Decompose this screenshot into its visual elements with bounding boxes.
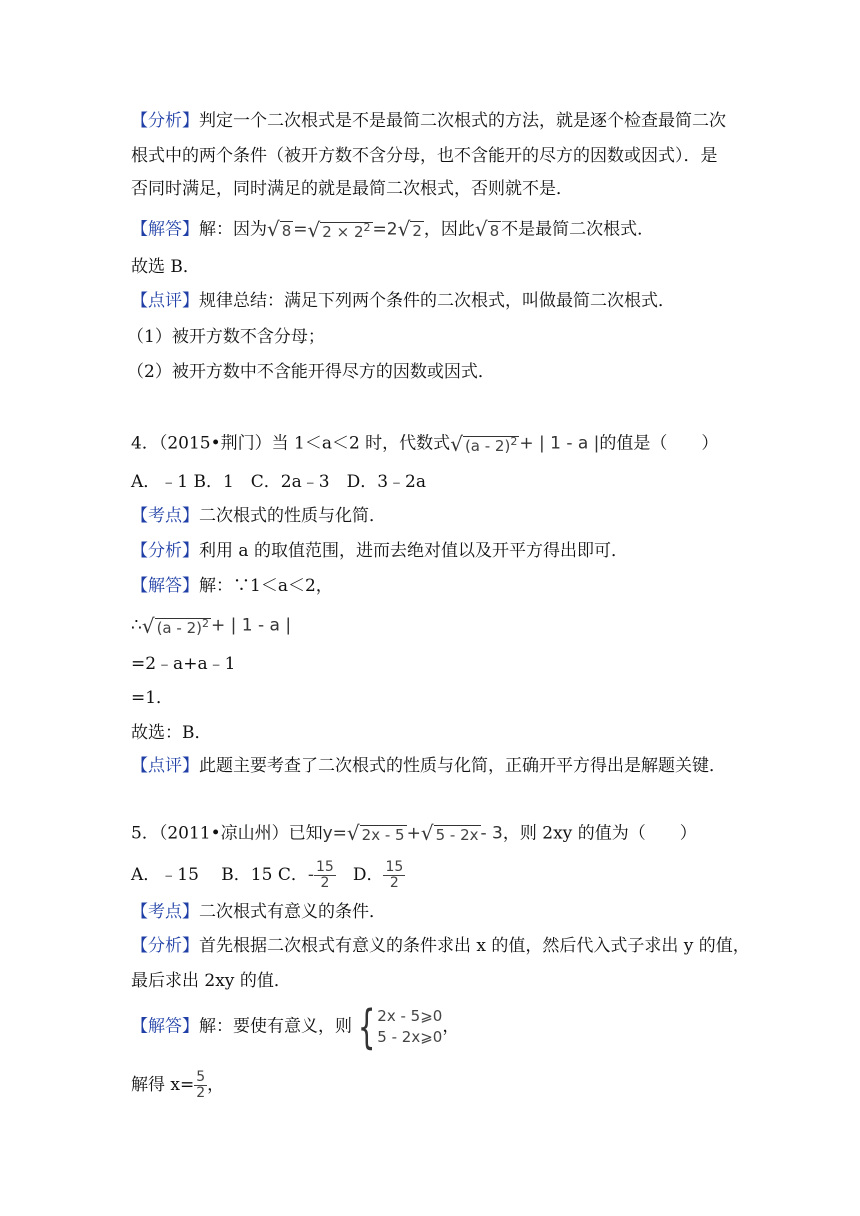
point-tag: 【考点】 (131, 506, 199, 526)
q4-step-2: =2﹣a+a﹣1 (131, 654, 236, 674)
answer-tag: 【解答】 (131, 219, 199, 240)
q5-stem (131, 821, 697, 847)
p3-choose: 故选 B． (131, 257, 200, 277)
q5-opt-c-sign: - (307, 865, 314, 885)
q4-step-3: =1． (131, 688, 174, 708)
answer-text: 解：∵1＜a＜2， (199, 576, 333, 596)
q5-minus-3: - 3 (480, 823, 503, 844)
solve-frac: $\frac{5}{2}$ (196, 1069, 206, 1101)
comment-text: 此题主要考查了二次根式的性质与化简，正确开平方得出是解题关键． (199, 756, 726, 776)
q5-analysis-line-2: 最后求出 2xy 的值． (131, 971, 291, 991)
q4-choose: 故选：B． (131, 723, 212, 743)
analysis-text: 利用 a 的取值范围，进而去绝对值以及开平方得出即可． (199, 541, 628, 561)
q5-solve-line (131, 1070, 224, 1101)
p3-analysis-line-2: 根式中的两个条件（被开方数不含分母，也不含能开的尽方的因数或因式）．是 (131, 146, 718, 166)
q5-plus: + (406, 823, 421, 844)
p3-cond-2: （2）被开方数中不含能开得尽方的因数或因式． (127, 362, 495, 382)
q4-options: A．﹣1 B．1 C．2a﹣3 D．3﹣2a (131, 472, 426, 492)
q4-step-sqrt: √ (a - 2)$^2$ (141, 614, 209, 638)
p3-comment-line (131, 289, 675, 313)
inequality-system: { 2x - 5⩾0 5 - 2x⩾0 (357, 1000, 443, 1054)
answer-post: 不是最简二次根式． (501, 219, 655, 240)
q5-options (131, 860, 405, 891)
equals-2: =2 (372, 219, 398, 240)
comment-text: 规律总结：满足下列两个条件的二次根式，叫做最简二次根式． (199, 291, 675, 311)
answer-text: 解：因为 (199, 219, 267, 240)
therefore-symbol: ∴ (131, 615, 142, 636)
p3-cond-1: （1）被开方数不含分母； (127, 327, 325, 347)
q5-stem-pre: 5．（2011•凉山州）已知 (131, 823, 323, 844)
q4-stem-pre: 4．（2015•荆门）当 1＜a＜2 时，代数式 (131, 433, 451, 454)
answer-mid: ，因此 (423, 219, 475, 240)
q4-answer-line (131, 574, 333, 598)
q5-point-line (131, 900, 386, 924)
sqrt-2x2sq: √ $2 \times 2^2$ (307, 218, 371, 242)
q5-sqrt-2: √ 5 - 2x (420, 821, 479, 845)
point-text: 二次根式的性质与化简． (199, 506, 386, 526)
q5-y-eq: y= (322, 823, 347, 844)
q5-opt-c-frac: $\frac{15}{2}$ (316, 859, 334, 891)
analysis-text: 首先根据二次根式有意义的条件求出 x 的值，然后代入式子求出 y 的值， (199, 936, 750, 956)
sqrt-8: √ 8 (267, 217, 292, 241)
answer-tag: 【解答】 (131, 576, 199, 596)
comment-tag: 【点评】 (131, 756, 199, 776)
analysis-tag: 【分析】 (131, 936, 199, 956)
q4-abs: + | 1 - a | (519, 433, 600, 454)
point-tag: 【考点】 (131, 902, 199, 922)
p3-analysis-line-3: 否同时满足，同时满足的就是最简二次根式，否则就不是． (131, 179, 573, 199)
q4-stem-post: 的值是（ ） (599, 433, 719, 454)
answer-post: ， (442, 1016, 460, 1037)
sqrt-8b: √ 8 (474, 217, 500, 241)
q5-opt-d: D． (335, 865, 384, 885)
equals: = (293, 219, 308, 240)
q4-stem (131, 430, 718, 458)
solve-post: ， (207, 1075, 225, 1095)
answer-text: 解：要使有意义，则 (199, 1016, 352, 1037)
q5-opt-ab: A．﹣15 B．15 C． (131, 865, 308, 885)
q4-point-line (131, 504, 386, 528)
comment-tag: 【点评】 (131, 291, 199, 311)
analysis-tag: 【分析】 (131, 111, 199, 131)
q5-analysis-line-1 (131, 934, 750, 958)
q4-therefore-line (131, 612, 291, 640)
sqrt-2: √ 2 (397, 217, 422, 241)
q5-stem-post: ，则 2xy 的值为（ ） (502, 823, 697, 844)
q5-answer-line (131, 1000, 460, 1054)
q4-comment-line (131, 754, 726, 778)
q4-step-abs: + | 1 - a | (210, 615, 292, 636)
solve-text: 解得 x= (131, 1075, 195, 1095)
q5-opt-d-frac: $\frac{15}{2}$ (385, 859, 404, 891)
p3-analysis-line-1 (131, 109, 726, 133)
q4-sqrt: √ (a - 2)$^2$ (450, 432, 518, 456)
p3-answer-line (131, 216, 654, 244)
answer-tag: 【解答】 (131, 1016, 199, 1037)
q4-analysis-line (131, 539, 628, 563)
q5-sqrt-1: √ 2x - 5 (346, 821, 405, 845)
analysis-text: 判定一个二次根式是不是最简二次根式的方法，就是逐个检查最简二次 (199, 111, 726, 131)
analysis-tag: 【分析】 (131, 541, 199, 561)
point-text: 二次根式有意义的条件． (199, 902, 386, 922)
